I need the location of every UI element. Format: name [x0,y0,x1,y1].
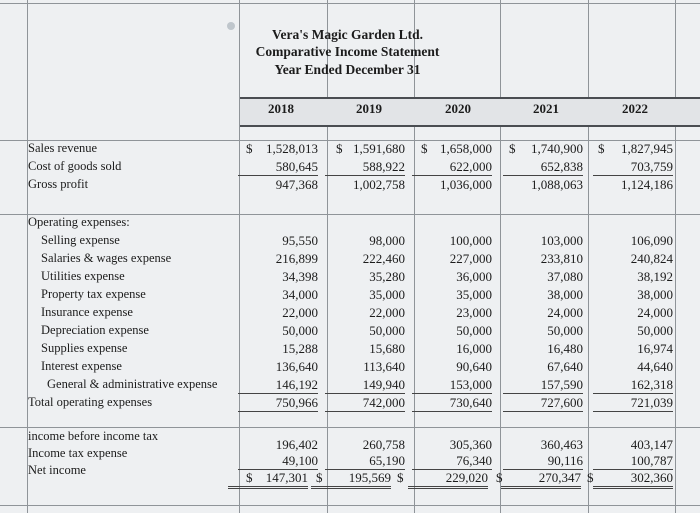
row-label: Total operating expenses [28,395,153,409]
year-header: 2018 [268,101,294,116]
cell-value: 222,460 [362,251,405,266]
cell-value: 622,000 [412,159,492,176]
cell-value: 50,000 [282,323,318,338]
cell-value: 16,000 [456,341,492,356]
cell-value: 727,600 [503,395,583,412]
row-label: General & administrative expense [47,377,218,391]
cell-value: 90,116 [503,453,583,470]
cell-value: 106,090 [630,233,673,248]
row-label: Property tax expense [41,287,146,301]
cell-value: 750,966 [238,395,318,412]
cell-value: 100,787 [593,453,673,470]
row-label: Supplies expense [41,341,128,355]
cell-value: 16,974 [637,341,673,356]
section-heading: Operating expenses: [28,215,130,229]
grid-line [500,0,501,513]
row-label: Income tax expense [28,446,128,460]
grid-line [0,505,700,506]
currency-sign: $ [496,470,503,485]
row-label: Selling expense [41,233,120,247]
cell-value: 260,758 [362,437,405,452]
grid-line [0,427,700,428]
cell-value: 24,000 [637,305,673,320]
cell-value: 23,000 [456,305,492,320]
cell-value: 580,645 [238,159,318,176]
cell-value: 588,922 [325,159,405,176]
currency-sign: $ [598,141,605,156]
cell-value: 146,192 [238,377,318,394]
cell-value: 1,740,900 [531,141,583,156]
row-label: Insurance expense [41,305,133,319]
cell-value: 227,000 [449,251,492,266]
cell-value: 38,000 [637,287,673,302]
cell-value: 1,827,945 [621,141,673,156]
cell-value: 50,000 [456,323,492,338]
row-label: Depreciation expense [41,323,149,337]
cell-value: 34,000 [282,287,318,302]
year-header: 2022 [622,101,648,116]
year-header: 2019 [356,101,382,116]
cell-value: 136,640 [275,359,318,374]
cell-value: 403,147 [630,437,673,452]
cell-value: 196,402 [275,437,318,452]
cell-value: 65,190 [325,453,405,470]
row-label: income before income tax [28,429,159,443]
grid-line [588,0,589,513]
cell-value: 240,824 [630,251,673,266]
currency-sign: $ [509,141,516,156]
cell-value: 44,640 [637,359,673,374]
cell-value: 652,838 [503,159,583,176]
year-header: 2021 [533,101,559,116]
cell-value: 195,569 [311,470,391,489]
cell-value: 67,640 [547,359,583,374]
cell-value: 703,759 [593,159,673,176]
cell-value: 1,036,000 [440,177,492,192]
cell-value: 35,000 [456,287,492,302]
statement-title: Comparative Income Statement [255,44,440,59]
company-name: Vera's Magic Garden Ltd. [272,27,423,42]
row-label: Sales revenue [28,141,98,155]
row-label: Net income [28,463,86,477]
cell-value: 50,000 [547,323,583,338]
cell-value: 730,640 [412,395,492,412]
grid-line [0,3,700,4]
cell-value: 22,000 [282,305,318,320]
cell-value: 1,528,013 [266,141,318,156]
cell-value: 37,080 [547,269,583,284]
cell-value: 16,480 [547,341,583,356]
cell-value: 90,640 [456,359,492,374]
cell-value: 1,088,063 [531,177,583,192]
cell-value: 721,039 [593,395,673,412]
currency-sign: $ [316,470,323,485]
cell-value: 34,398 [282,269,318,284]
currency-sign: $ [587,470,594,485]
row-label: Interest expense [41,359,122,373]
cell-value: 229,020 [408,470,488,489]
corner-marker [227,22,235,30]
cell-value: 103,000 [540,233,583,248]
cell-value: 157,590 [503,377,583,394]
cell-value: 38,000 [547,287,583,302]
cell-value: 35,280 [369,269,405,284]
cell-value: 742,000 [325,395,405,412]
cell-value: 95,550 [282,233,318,248]
cell-value: 1,002,758 [353,177,405,192]
cell-value: 305,360 [449,437,492,452]
cell-value: 147,301 [228,470,308,489]
cell-value: 50,000 [637,323,673,338]
cell-value: 1,591,680 [353,141,405,156]
cell-value: 162,318 [593,377,673,394]
currency-sign: $ [421,141,428,156]
cell-value: 113,640 [363,359,405,374]
row-label: Utilities expense [41,269,125,283]
currency-sign: $ [336,141,343,156]
row-label: Gross profit [28,177,89,191]
cell-value: 233,810 [540,251,583,266]
cell-value: 15,680 [369,341,405,356]
row-label: Cost of goods sold [28,159,122,173]
cell-value: 216,899 [275,251,318,266]
cell-value: 149,940 [325,377,405,394]
cell-value: 153,000 [412,377,492,394]
cell-value: 15,288 [282,341,318,356]
cell-value: 1,658,000 [440,141,492,156]
grid-line [675,0,676,513]
cell-value: 24,000 [547,305,583,320]
year-header: 2020 [445,101,471,116]
cell-value: 270,347 [501,470,581,489]
cell-value: 49,100 [238,453,318,470]
cell-value: 1,124,186 [621,177,673,192]
cell-value: 22,000 [369,305,405,320]
currency-sign: $ [246,141,253,156]
cell-value: 100,000 [449,233,492,248]
cell-value: 98,000 [369,233,405,248]
cell-value: 38,192 [637,269,673,284]
cell-value: 76,340 [412,453,492,470]
cell-value: 50,000 [369,323,405,338]
statement-period: Year Ended December 31 [274,62,421,77]
cell-value: 947,368 [275,177,318,192]
row-label: Salaries & wages expense [41,251,172,265]
cell-value: 302,360 [593,470,673,489]
currency-sign: $ [246,470,253,485]
cell-value: 360,463 [540,437,583,452]
currency-sign: $ [397,470,404,485]
cell-value: 35,000 [369,287,405,302]
cell-value: 36,000 [456,269,492,284]
